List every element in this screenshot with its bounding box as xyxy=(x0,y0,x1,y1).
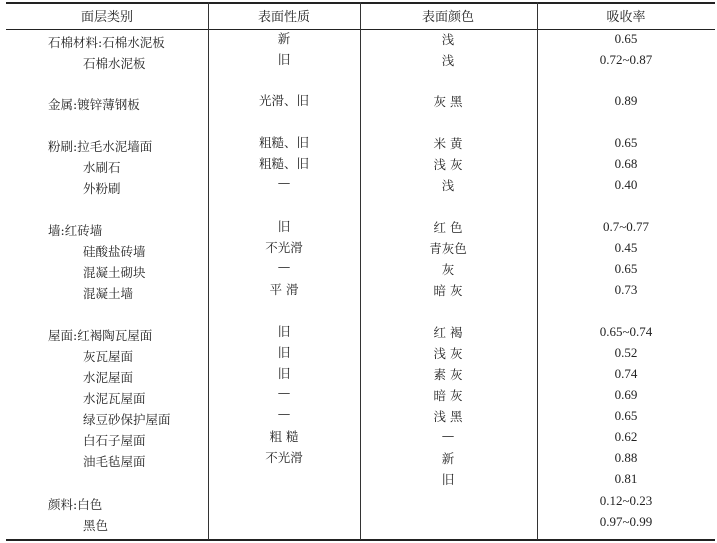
absorption-cell: 0.97~0.99 xyxy=(599,514,653,529)
color-cell: 新 xyxy=(441,451,455,466)
property-cell: — xyxy=(277,259,291,274)
property-cell: — xyxy=(277,175,291,190)
property-cell: 旧 xyxy=(277,52,291,67)
material-cell: 黑色 xyxy=(83,518,109,533)
absorption-cell: 0.52 xyxy=(614,345,638,360)
color-cell: 红 色 xyxy=(433,220,463,235)
color-cell: 暗 灰 xyxy=(433,283,463,298)
material-cell: 屋面:红褐陶瓦屋面 xyxy=(48,328,153,343)
color-cell: 浅 xyxy=(441,178,455,193)
property-cell: 新 xyxy=(277,31,291,46)
color-cell: 浅 黑 xyxy=(433,409,463,424)
absorption-cell: 0.65 xyxy=(614,408,638,423)
property-cell: — xyxy=(277,385,291,400)
absorption-cell: 0.12~0.23 xyxy=(599,493,653,508)
property-cell: 粗糙、旧 xyxy=(258,135,310,150)
property-cell: 旧 xyxy=(277,366,291,381)
property-cell: — xyxy=(277,406,291,421)
material-cell: 混凝土墙 xyxy=(83,286,134,301)
absorption-cell: 0.65 xyxy=(614,31,638,46)
material-cell: 水泥屋面 xyxy=(83,370,134,385)
absorption-cell: 0.45 xyxy=(614,240,638,255)
property-cell: 不光滑 xyxy=(265,240,303,255)
absorption-cell: 0.40 xyxy=(614,177,638,192)
column-divider xyxy=(537,2,538,540)
material-cell: 硅酸盐砖墙 xyxy=(83,244,146,259)
absorption-cell: 0.89 xyxy=(614,93,638,108)
property-cell: 粗 糙 xyxy=(269,429,299,444)
absorption-cell: 0.65~0.74 xyxy=(599,324,653,339)
absorption-cell: 0.72~0.87 xyxy=(599,52,653,67)
header-surface-property: 表面性质 xyxy=(257,10,311,25)
material-cell: 石棉材料:石棉水泥板 xyxy=(48,35,165,50)
material-cell: 水刷石 xyxy=(83,160,121,175)
absorption-cell: 0.69 xyxy=(614,387,638,402)
property-cell: 粗糙、旧 xyxy=(258,156,310,171)
material-cell: 油毛毡屋面 xyxy=(83,454,146,469)
material-cell: 颜料:白色 xyxy=(48,497,103,512)
absorption-cell: 0.65 xyxy=(614,261,638,276)
column-divider xyxy=(360,2,361,540)
color-cell: 浅 xyxy=(441,32,455,47)
property-cell: 光滑、旧 xyxy=(258,93,310,108)
absorption-cell: 0.88 xyxy=(614,450,638,465)
color-cell: 素 灰 xyxy=(433,367,463,382)
header-material-category: 面层类别 xyxy=(80,10,134,25)
header-surface-color: 表面颜色 xyxy=(421,10,475,25)
property-cell: 不光滑 xyxy=(265,450,303,465)
color-cell: 浅 灰 xyxy=(433,346,463,361)
material-cell: 绿豆砂保护屋面 xyxy=(83,412,171,427)
property-cell: 旧 xyxy=(277,345,291,360)
material-cell: 水泥瓦屋面 xyxy=(83,391,146,406)
color-cell: 灰 xyxy=(441,262,455,277)
absorption-cell: 0.65 xyxy=(614,135,638,150)
color-cell: 青灰色 xyxy=(429,241,467,256)
header-absorption-rate: 吸收率 xyxy=(606,10,646,25)
color-cell: 灰 黑 xyxy=(433,94,463,109)
absorption-cell: 0.62 xyxy=(614,429,638,444)
material-cell: 石棉水泥板 xyxy=(83,56,146,71)
color-cell: 暗 灰 xyxy=(433,388,463,403)
material-cell: 粉刷:拉毛水泥墙面 xyxy=(48,139,153,154)
color-cell: 浅 灰 xyxy=(433,157,463,172)
material-cell: 墙:红砖墙 xyxy=(48,223,103,238)
absorption-cell: 0.81 xyxy=(614,471,638,486)
absorption-cell: 0.73 xyxy=(614,282,638,297)
property-cell: 旧 xyxy=(277,324,291,339)
material-cell: 白石子屋面 xyxy=(83,433,146,448)
absorption-cell: 0.7~0.77 xyxy=(602,219,650,234)
property-cell: 旧 xyxy=(277,219,291,234)
color-cell: 红 褐 xyxy=(433,325,463,340)
material-cell: 金属:镀锌薄钢板 xyxy=(48,97,140,112)
material-cell: 灰瓦屋面 xyxy=(83,349,134,364)
material-cell: 混凝土砌块 xyxy=(83,265,146,280)
color-cell: — xyxy=(441,428,455,443)
color-cell: 浅 xyxy=(441,53,455,68)
color-cell: 米 黄 xyxy=(433,136,463,151)
absorption-cell: 0.74 xyxy=(614,366,638,381)
column-divider xyxy=(208,2,209,540)
absorption-cell: 0.68 xyxy=(614,156,638,171)
material-cell: 外粉刷 xyxy=(83,181,121,196)
property-cell: 平 滑 xyxy=(269,282,299,297)
color-cell: 旧 xyxy=(441,472,455,487)
